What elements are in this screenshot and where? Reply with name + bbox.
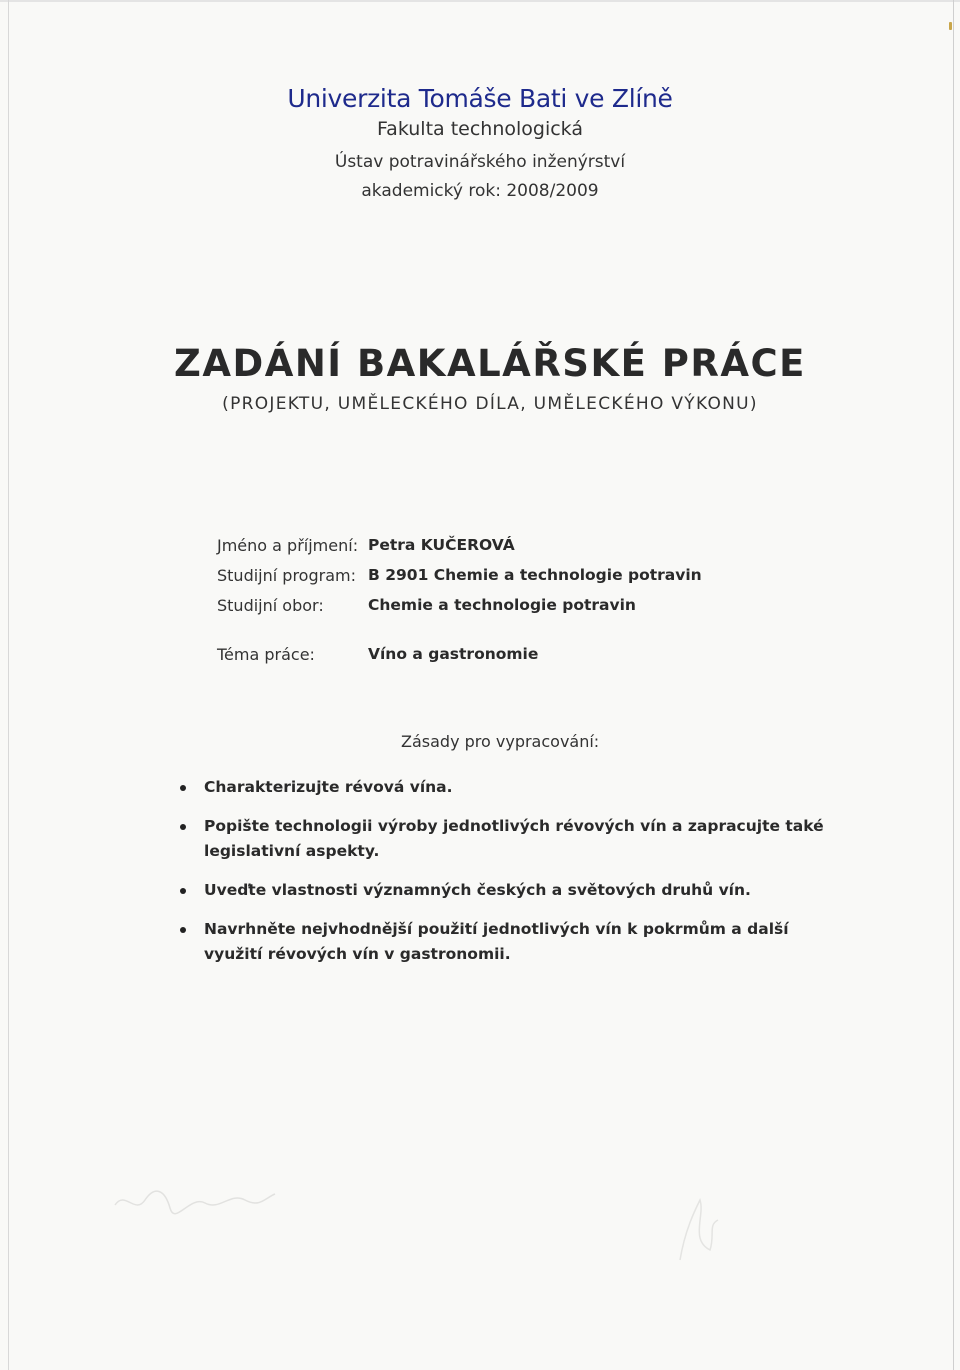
scan-edge-right [953,0,954,1370]
faint-stamp-mark [660,1190,730,1270]
scan-corner-mark [949,22,952,30]
bullet-icon [180,824,186,830]
study-field: Chemie a technologie potravin [368,596,636,614]
student-info [217,530,702,620]
page-title: ZADÁNÍ BAKALÁŘSKÉ PRÁCE [174,342,806,385]
list-item [176,814,836,864]
university-name: Univerzita Tomáše Bati ve Zlíně [287,84,673,113]
name-label: Jméno a příjmení: [217,535,359,555]
study-program: B 2901 Chemie a technologie potravin [368,566,702,584]
list-item-text: Popište technologii výroby jednotlivých révových vín a zapracujte také legislativní aspekty. [204,817,824,860]
topic-row [217,645,538,664]
scan-edge-top [0,0,960,2]
list-item [176,775,836,800]
bullet-icon [180,927,186,933]
topic-label: Téma práce: [217,645,315,664]
academic-year: akademický rok: 2008/2009 [361,181,599,201]
topic-value: Víno a gastronomie [368,645,539,663]
program-row [217,560,702,590]
field-label: Studijní obor: [217,595,324,615]
faint-signature-mark [110,1170,280,1230]
institute-name: Ústav potravinářského inženýrství [334,152,626,172]
list-item-text: Uveďte vlastnosti významných českých a světových druhů vín. [204,881,751,899]
page-subtitle: (PROJEKTU, UMĚLECKÉHO DÍLA, UMĚLECKÉHO VÝKONU) [222,394,758,414]
faculty-name: Fakulta technologická [377,118,583,140]
student-name: Petra KUČEROVÁ [368,536,515,554]
bullet-icon [180,785,186,791]
bullet-icon [180,888,186,894]
list-item [176,917,836,967]
list-item-text: Navrhněte nejvhodnější použití jednotlivých vín k pokrmům a další využití révových vín v gastronomii. [204,920,789,963]
name-row [217,530,702,560]
scan-edge-left [8,0,9,1370]
field-row [217,590,702,620]
list-item-text: Charakterizujte révová vína. [204,778,453,796]
program-label: Studijní program: [217,565,356,585]
principles-heading: Zásady pro vypracování: [401,732,600,751]
list-item [176,878,836,903]
principles-list [176,775,836,967]
